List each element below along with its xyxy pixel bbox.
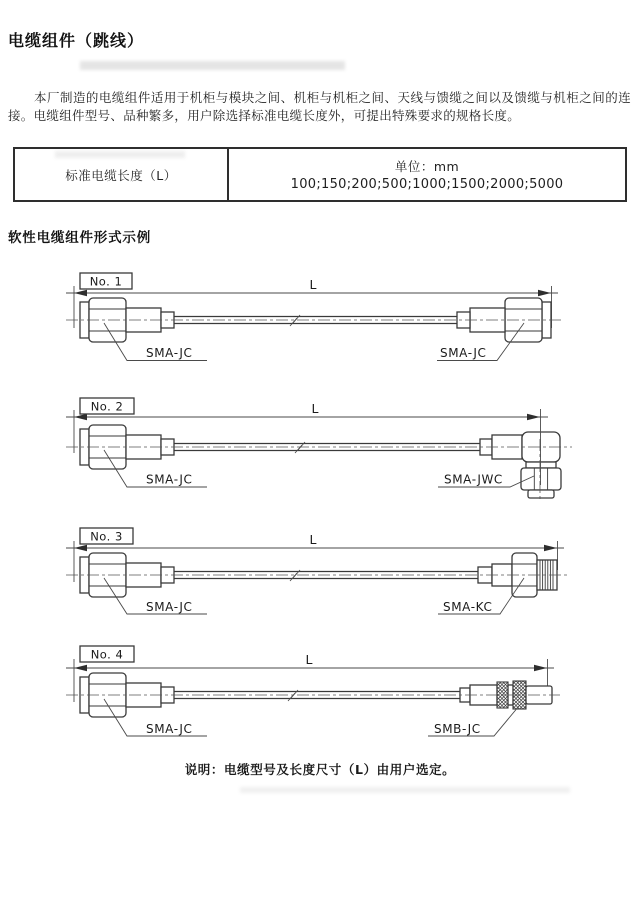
diagram-number: No. 3 [90,529,123,544]
dimension-label: L [305,652,313,667]
connector-label-right: SMA-JC [440,346,487,360]
cable-diagram-4 [0,642,640,757]
note-text: 说明：电缆型号及长度尺寸（L）由用户选定。 [184,762,456,777]
connector-label-left: SMA-JC [146,722,193,736]
cable-diagram-2 [0,395,640,515]
cable-diagram-3 [0,522,640,632]
section-heading: 软性电缆组件形式示例 [8,230,151,246]
length-values: 100;150;200;500;1000;1500;2000;5000 [290,177,564,192]
dimension-arrow-right [544,545,557,551]
dimension-arrow-left [74,665,87,671]
table-values-cell [229,149,625,200]
table-row-label: 标准电缆长度（L） [15,149,229,200]
spec-table [13,147,627,202]
dimension-label: L [309,532,317,547]
dimension-arrow-right [527,414,540,420]
scan-artifact [240,787,570,793]
intro-paragraph: 本厂制造的电缆组件适用于机柜与模块之间、机柜与机柜之间、天线与馈缆之间以及馈缆与机柜之间的连接。电缆组件型号、品种繁多，用户除选择标准电缆长度外，可提出特殊要求的规格长度。 [8,89,631,123]
connector-label-right: SMB-JC [434,722,481,736]
dimension-label: L [309,277,317,292]
dimension-arrow-left [74,290,87,296]
scan-artifact [80,61,345,70]
dimension-arrow-right [534,665,547,671]
page-title: 电缆组件（跳线） [8,31,145,50]
connector-label-right: SMA-JWC [444,472,503,487]
diagram-number: No. 4 [90,647,124,662]
dimension-arrow-left [74,414,87,420]
connector-label-left: SMA-JC [146,346,193,360]
dimension-arrow-left [74,545,87,551]
diagram-number: No. 2 [90,399,124,414]
dimension-arrow-right [538,290,551,296]
connector-sma-rightangle-right [480,432,561,498]
unit-label: 单位：mm [394,159,460,174]
diagram-number: No. 1 [89,274,123,289]
dimension-label: L [311,401,319,416]
connector-label-left: SMA-JC [146,472,193,487]
connector-label-left: SMA-JC [146,600,193,614]
connector-label-right: SMA-KC [443,600,493,614]
cable-diagram-1 [0,270,640,380]
